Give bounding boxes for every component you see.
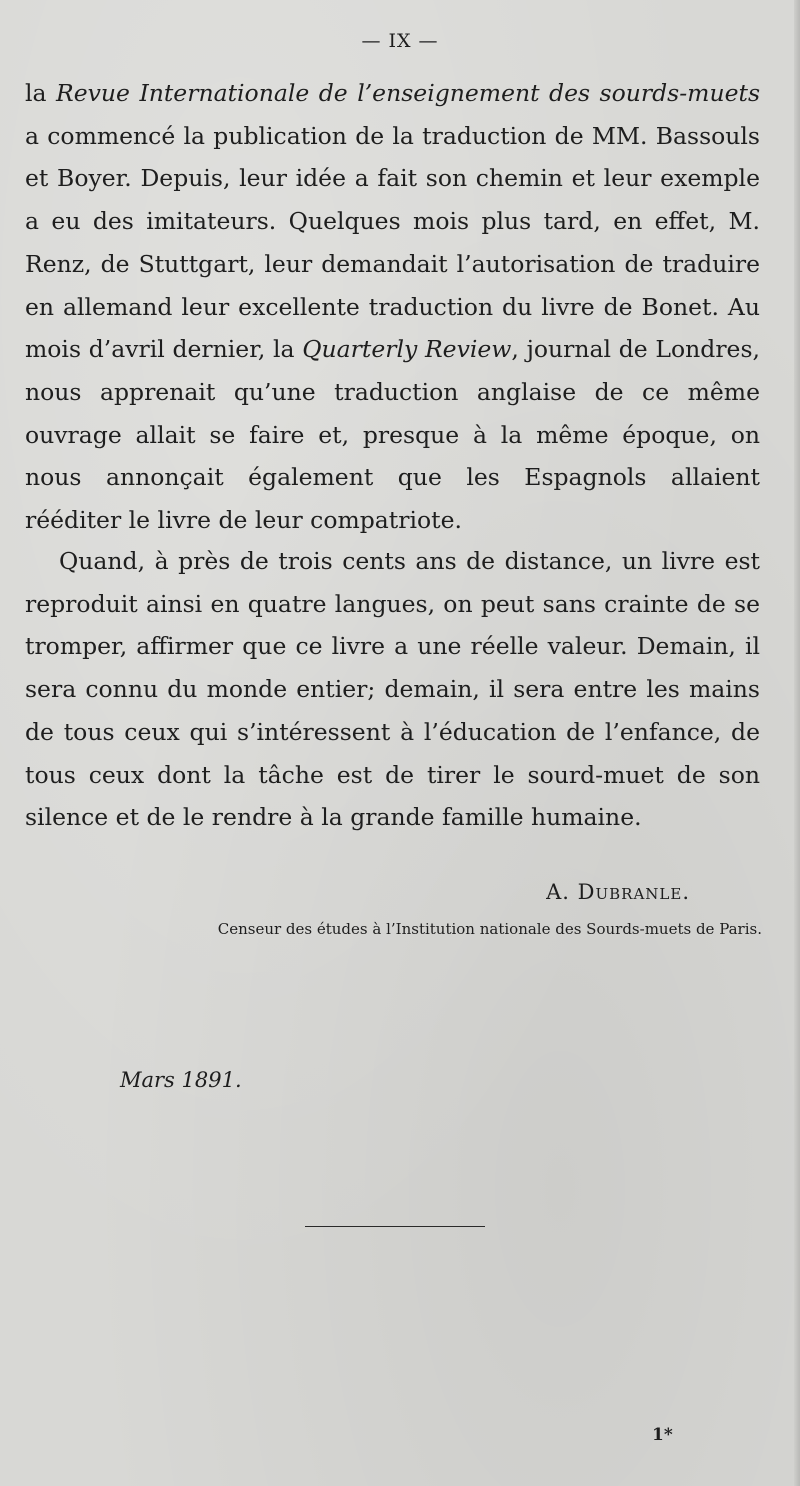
- paragraph-2: Quand, à près de trois cents ans de distance, un livre est reproduit ainsi en quatre langues, on peut sans crainte de se tromper, affirmer que ce livre a une réelle valeur. Demain, il sera connu du monde entier; demain, il sera entre les mains de tous ceux qui s’intéressent à l’éducation de l’enfance, de tous ceux dont la tâche est de tirer le sourd-muet de son silence et de le rendre à la grande famille humaine.: [25, 547, 760, 832]
- signature-mark: 1*: [652, 1425, 673, 1445]
- journal-title-revue: Revue Internationale de l’enseignement des sourds-muets: [56, 79, 761, 107]
- signature-surname: Dubranle.: [577, 880, 690, 904]
- page-edge: [794, 0, 800, 1486]
- paragraph-1-lead: la: [25, 79, 57, 107]
- date-line: Mars 1891.: [120, 1068, 242, 1092]
- page-number-header: — IX —: [361, 30, 439, 52]
- signature-initial: A.: [546, 880, 578, 904]
- paragraph-1-tail: , journal de Londres, nous apprenait qu’une traduction anglaise de ce même ouvrage allait se faire et, presque à la même époque, on nous annonçait également que les Espagnols allaient rééditer le livre de leur compatriote.: [25, 335, 760, 535]
- paragraph-1: [25, 72, 760, 542]
- journal-title-quarterly: Quarterly Review: [302, 335, 512, 364]
- paragraph-1-middle: a commencé la publication de la traduction de MM. Bassouls et Boyer. Depuis, leur idée a fait son chemin et leur exemple a eu des imitateurs. Quelques mois plus tard, en effet, M. Renz, de Stuttgart, leur demandait l’autorisation de traduire en allemand leur excellente traduction du livre de Bonet. Au mois d’avril dernier, la: [25, 121, 760, 364]
- signature-title: Censeur des études à l’Institution nationale des Sourds-muets de Paris.: [217, 920, 762, 938]
- signature: [546, 880, 690, 904]
- horizontal-rule: [305, 1226, 485, 1227]
